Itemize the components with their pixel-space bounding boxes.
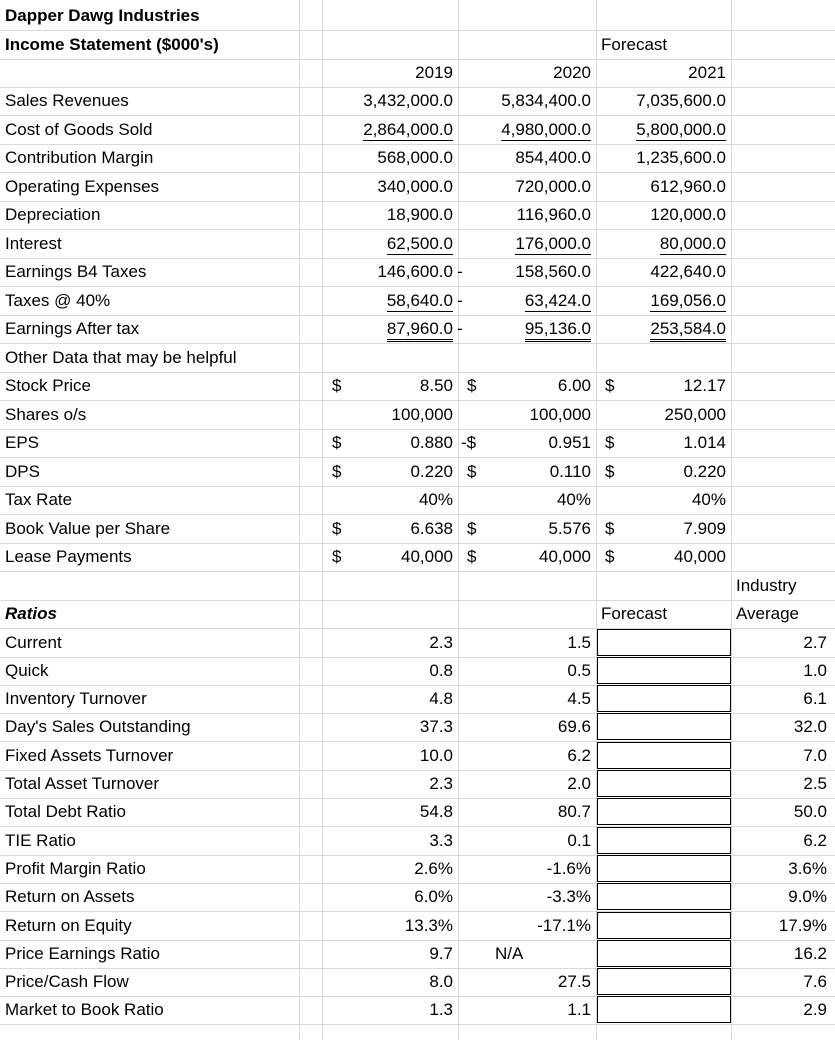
ratio-2020[interactable]: -1.6% [546, 858, 591, 878]
value-text: 146,600.0 [377, 262, 453, 281]
ratio-2020[interactable]: 1.1 [567, 1000, 591, 1020]
value-text: 1.014 [683, 433, 726, 452]
ratio-label[interactable]: Fixed Assets Turnover [5, 745, 174, 765]
header-row [0, 2, 835, 31]
income-row [0, 315, 835, 344]
negative-sign: - [457, 262, 463, 281]
dollar-sign: $ [332, 547, 342, 566]
value-text: 100,000 [391, 404, 453, 424]
value-text: 250,000 [664, 404, 726, 424]
value-text: 58,640.0 [386, 290, 453, 310]
ratio-2019[interactable]: 3.3 [429, 830, 453, 850]
row-label[interactable]: Tax Rate [5, 490, 73, 509]
header-row [0, 31, 835, 60]
value-cell[interactable] [597, 401, 731, 429]
value-text: 176,000.0 [515, 233, 591, 253]
forecast-input-box[interactable] [597, 629, 731, 656]
forecast-input-box[interactable] [597, 940, 731, 967]
row-label[interactable]: Contribution Margin [5, 148, 154, 167]
value-cell[interactable] [597, 515, 731, 543]
value-cell[interactable] [597, 315, 731, 343]
value-text: 4,980,000.0 [501, 119, 591, 139]
value-cell[interactable] [300, 458, 458, 486]
value-cell[interactable] [459, 486, 596, 514]
value-cell[interactable] [459, 543, 596, 571]
ratio-2019[interactable]: 37.3 [419, 717, 453, 737]
industry-average[interactable]: 9.0% [788, 887, 827, 907]
value-cell[interactable] [459, 87, 596, 115]
ratio-row [0, 685, 835, 714]
row-label[interactable]: EPS [5, 433, 40, 452]
ratio-2020[interactable]: 1.5 [567, 632, 591, 652]
value-text: 95,136.0 [525, 319, 591, 342]
ratio-row [0, 713, 835, 742]
value-text: 63,424.0 [524, 290, 591, 310]
ratio-2020[interactable]: N/A [495, 943, 524, 963]
industry-average[interactable]: 16.2 [793, 943, 827, 963]
income-row [0, 87, 835, 116]
value-cell[interactable] [459, 144, 596, 172]
value-cell[interactable] [597, 372, 731, 400]
industry-average[interactable]: 17.9% [778, 915, 827, 935]
ratio-2019[interactable]: 4.8 [429, 689, 453, 709]
ratio-2020[interactable]: 0.1 [567, 830, 591, 850]
value-text: 0.220 [410, 461, 453, 481]
ratio-2020[interactable]: -3.3% [546, 887, 591, 907]
forecast-input-box[interactable] [597, 742, 731, 769]
industry-label-bottom[interactable]: Average [736, 604, 800, 623]
industry-average[interactable]: 2.7 [803, 632, 827, 652]
row-label[interactable]: Earnings After tax [5, 319, 140, 338]
forecast-input-box[interactable] [597, 713, 731, 740]
row-label[interactable]: Depreciation [5, 205, 101, 224]
ratio-label[interactable]: Current [5, 632, 62, 652]
income-row [0, 144, 835, 173]
dollar-sign: $ [467, 547, 477, 566]
industry-average[interactable]: 32.0 [793, 717, 827, 737]
income-row [0, 116, 835, 145]
dollar-sign: $ [332, 518, 342, 538]
ratio-2020[interactable]: 80.7 [557, 802, 591, 822]
ratio-row [0, 883, 835, 912]
row-label[interactable]: Sales Revenues [5, 91, 129, 110]
value-text: 12.17 [683, 376, 726, 395]
industry-average[interactable]: 3.6% [788, 858, 827, 878]
value-cell[interactable] [300, 315, 458, 343]
ratio-label[interactable]: Total Asset Turnover [5, 774, 160, 793]
industry-average[interactable]: 50.0 [793, 802, 827, 822]
value-text: 5,834,400.0 [501, 91, 591, 110]
ratio-row [0, 855, 835, 884]
other-data-row [0, 429, 835, 458]
value-text: 6.00 [557, 376, 591, 395]
ratio-2019[interactable]: 2.6% [414, 858, 453, 878]
dollar-sign: $ [332, 433, 342, 452]
forecast-label[interactable]: Forecast [601, 35, 668, 54]
ratio-label[interactable]: Inventory Turnover [5, 689, 147, 709]
statement-title[interactable]: Income Statement ($000's) [5, 35, 219, 54]
forecast-input-box[interactable] [597, 770, 731, 797]
dollar-sign: -$ [461, 433, 477, 452]
industry-average[interactable]: 2.9 [803, 1000, 827, 1020]
income-row [0, 287, 835, 316]
other-data-row [0, 401, 835, 430]
value-cell[interactable] [300, 258, 458, 286]
value-text: 100,000 [529, 404, 591, 424]
value-text: 0.880 [410, 433, 453, 452]
value-text: 8.50 [419, 376, 453, 395]
ratio-2020[interactable]: 6.2 [567, 745, 591, 765]
row-label[interactable]: Operating Expenses [5, 176, 160, 196]
ratio-2019[interactable]: 0.8 [429, 660, 453, 680]
ratio-label[interactable]: Day's Sales Outstanding [5, 717, 191, 737]
value-text: 422,640.0 [650, 262, 726, 281]
value-cell[interactable] [300, 230, 458, 258]
row-label[interactable]: Stock Price [5, 376, 91, 395]
value-cell[interactable] [597, 230, 731, 258]
value-cell[interactable] [459, 401, 596, 429]
year-2019[interactable]: 2019 [415, 63, 453, 82]
value-text: 62,500.0 [386, 233, 453, 253]
industry-average[interactable]: 7.0 [803, 745, 827, 765]
forecast-input-box[interactable] [597, 883, 731, 910]
ratio-2019[interactable]: 2.3 [429, 632, 453, 652]
dollar-sign: $ [605, 433, 615, 452]
dollar-sign: $ [605, 547, 615, 566]
ratio-row [0, 742, 835, 771]
forecast-input-box[interactable] [597, 685, 731, 712]
value-cell[interactable] [459, 201, 596, 229]
row-label[interactable]: DPS [5, 461, 40, 481]
industry-average[interactable]: 2.5 [803, 774, 827, 793]
value-text: 1,235,600.0 [636, 148, 726, 167]
forecast-input-box[interactable] [597, 912, 731, 939]
income-row [0, 230, 835, 259]
ratio-2020[interactable]: 27.5 [557, 972, 591, 992]
value-cell[interactable] [597, 486, 731, 514]
ratios-title[interactable]: Ratios [5, 604, 57, 623]
industry-label-top[interactable]: Industry [736, 575, 797, 595]
value-text: 0.110 [549, 461, 591, 481]
other-data-row [0, 372, 835, 401]
value-text: 253,584.0 [650, 319, 726, 342]
value-text: 854,400.0 [515, 148, 591, 167]
value-cell[interactable] [459, 230, 596, 258]
ratio-row [0, 968, 835, 997]
dollar-sign: $ [332, 461, 342, 481]
dollar-sign: $ [605, 518, 615, 538]
ratio-label[interactable]: Quick [5, 660, 49, 680]
forecast-input-box[interactable] [597, 657, 731, 684]
value-cell[interactable] [459, 287, 596, 315]
value-text: 0.220 [683, 461, 726, 481]
other-data-row [0, 458, 835, 487]
industry-header-row [0, 572, 835, 601]
ratio-label[interactable]: Profit Margin Ratio [5, 858, 146, 878]
ratio-2019[interactable]: 9.7 [429, 943, 453, 963]
value-cell[interactable] [459, 173, 596, 201]
value-text: 5.576 [548, 518, 591, 538]
other-data-row [0, 486, 835, 515]
industry-average[interactable]: 6.1 [803, 689, 827, 709]
value-cell[interactable] [597, 543, 731, 571]
other-data-title[interactable]: Other Data that may be helpful [5, 347, 237, 367]
value-text: 3,432,000.0 [363, 91, 453, 110]
ratio-2019[interactable]: 10.0 [419, 745, 453, 765]
value-cell[interactable] [597, 287, 731, 315]
dollar-sign: $ [467, 518, 477, 538]
other-data-row [0, 543, 835, 572]
industry-average[interactable]: 6.2 [803, 830, 827, 850]
value-text: 7,035,600.0 [636, 91, 726, 110]
value-cell[interactable] [300, 144, 458, 172]
income-row [0, 173, 835, 202]
dollar-sign: $ [467, 461, 477, 481]
value-text: 40,000 [674, 547, 726, 566]
value-text: 40% [556, 490, 591, 509]
row-label[interactable]: Cost of Goods Sold [5, 119, 153, 139]
value-cell[interactable] [300, 372, 458, 400]
value-cell[interactable] [300, 116, 458, 144]
ratio-row [0, 798, 835, 827]
value-text: 2,864,000.0 [363, 119, 453, 139]
value-cell[interactable] [459, 116, 596, 144]
row-label[interactable]: Shares o/s [5, 404, 87, 424]
ratio-2020[interactable]: 4.5 [567, 689, 591, 709]
industry-average[interactable]: 7.6 [803, 972, 827, 992]
ratio-row [0, 996, 835, 1025]
value-cell[interactable] [459, 372, 596, 400]
value-text: 40,000 [539, 547, 591, 566]
year-2020[interactable]: 2020 [553, 63, 591, 82]
value-text: 116,960.0 [516, 205, 591, 224]
value-cell[interactable] [300, 429, 458, 457]
ratios-header-row [0, 600, 835, 629]
forecast-input-box[interactable] [597, 855, 731, 882]
value-cell[interactable] [300, 173, 458, 201]
value-text: 7.909 [683, 518, 726, 538]
value-text: 169,056.0 [650, 290, 726, 310]
ratio-label[interactable]: Price Earnings Ratio [5, 943, 160, 963]
ratio-2020[interactable]: 2.0 [567, 774, 591, 793]
forecast-input-box[interactable] [597, 798, 731, 825]
year-2021[interactable]: 2021 [688, 63, 726, 82]
value-cell[interactable] [597, 87, 731, 115]
ratio-row [0, 770, 835, 799]
other-data-title-row [0, 344, 835, 373]
ratio-label[interactable]: Total Debt Ratio [5, 802, 126, 822]
value-cell[interactable] [597, 144, 731, 172]
ratio-2019[interactable]: 2.3 [429, 774, 453, 793]
ratio-row [0, 912, 835, 941]
dollar-sign: $ [605, 376, 615, 395]
ratio-label[interactable]: Return on Assets [5, 887, 135, 907]
ratio-row [0, 827, 835, 856]
ratio-row [0, 940, 835, 969]
value-text: 18,900.0 [386, 205, 453, 224]
income-row [0, 258, 835, 287]
value-cell[interactable] [300, 87, 458, 115]
ratios-forecast-label[interactable]: Forecast [601, 604, 668, 623]
row-label[interactable]: Earnings B4 Taxes [5, 262, 147, 281]
value-cell[interactable] [300, 515, 458, 543]
forecast-input-box[interactable] [597, 827, 731, 854]
negative-sign: - [457, 319, 463, 338]
industry-average[interactable]: 1.0 [803, 660, 827, 680]
dollar-sign: $ [332, 376, 342, 395]
ratio-label[interactable]: Return on Equity [5, 915, 132, 935]
value-cell[interactable] [459, 315, 596, 343]
value-text: 6.638 [410, 518, 453, 538]
value-cell[interactable] [597, 173, 731, 201]
value-cell[interactable] [300, 543, 458, 571]
value-cell[interactable] [597, 458, 731, 486]
row-label[interactable]: Lease Payments [5, 547, 132, 566]
negative-sign: - [457, 290, 463, 310]
ratio-label[interactable]: Price/Cash Flow [5, 972, 129, 992]
value-cell[interactable] [597, 258, 731, 286]
value-cell[interactable] [459, 429, 596, 457]
ratio-2019[interactable]: 13.3% [404, 915, 453, 935]
value-text: 80,000.0 [659, 233, 726, 253]
value-text: 0.951 [548, 433, 591, 452]
value-text: 158,560.0 [515, 262, 591, 281]
ratio-label[interactable]: TIE Ratio [5, 830, 76, 850]
value-text: 120,000.0 [650, 205, 726, 224]
forecast-input-box[interactable] [597, 996, 731, 1023]
income-row [0, 201, 835, 230]
year-row [0, 59, 835, 88]
value-text: 340,000.0 [377, 176, 453, 196]
forecast-input-box[interactable] [597, 968, 731, 995]
value-cell[interactable] [300, 287, 458, 315]
ratio-label[interactable]: Market to Book Ratio [5, 1000, 164, 1020]
company-name[interactable]: Dapper Dawg Industries [5, 6, 200, 25]
dollar-sign: $ [467, 376, 477, 395]
value-text: 40,000 [401, 547, 453, 566]
ratio-2019[interactable]: 1.3 [429, 1000, 453, 1020]
ratio-2020[interactable]: 0.5 [567, 660, 591, 680]
value-text: 612,960.0 [650, 176, 726, 196]
ratio-2020[interactable]: -17.1% [537, 915, 591, 935]
value-cell[interactable] [459, 458, 596, 486]
value-text: 5,800,000.0 [636, 119, 726, 139]
row-label[interactable]: Interest [5, 233, 62, 253]
ratio-row [0, 657, 835, 686]
value-text: 87,960.0 [387, 319, 453, 342]
ratio-2019[interactable]: 54.8 [419, 802, 453, 822]
value-cell[interactable] [300, 486, 458, 514]
value-cell[interactable] [300, 401, 458, 429]
value-text: 720,000.0 [515, 176, 591, 196]
other-data-row [0, 515, 835, 544]
ratio-row [0, 629, 835, 658]
value-text: 40% [418, 490, 453, 509]
value-cell[interactable] [597, 429, 731, 457]
value-cell[interactable] [597, 116, 731, 144]
row-label[interactable]: Book Value per Share [5, 518, 171, 538]
value-text: 40% [691, 490, 726, 509]
row-label[interactable]: Taxes @ 40% [5, 290, 111, 310]
ratio-2019[interactable]: 8.0 [429, 972, 453, 992]
ratio-2020[interactable]: 69.6 [557, 717, 591, 737]
value-cell[interactable] [597, 201, 731, 229]
value-cell[interactable] [459, 515, 596, 543]
ratio-2019[interactable]: 6.0% [414, 887, 453, 907]
value-cell[interactable] [459, 258, 596, 286]
value-cell[interactable] [300, 201, 458, 229]
value-text: 568,000.0 [377, 148, 453, 167]
dollar-sign: $ [605, 461, 615, 481]
